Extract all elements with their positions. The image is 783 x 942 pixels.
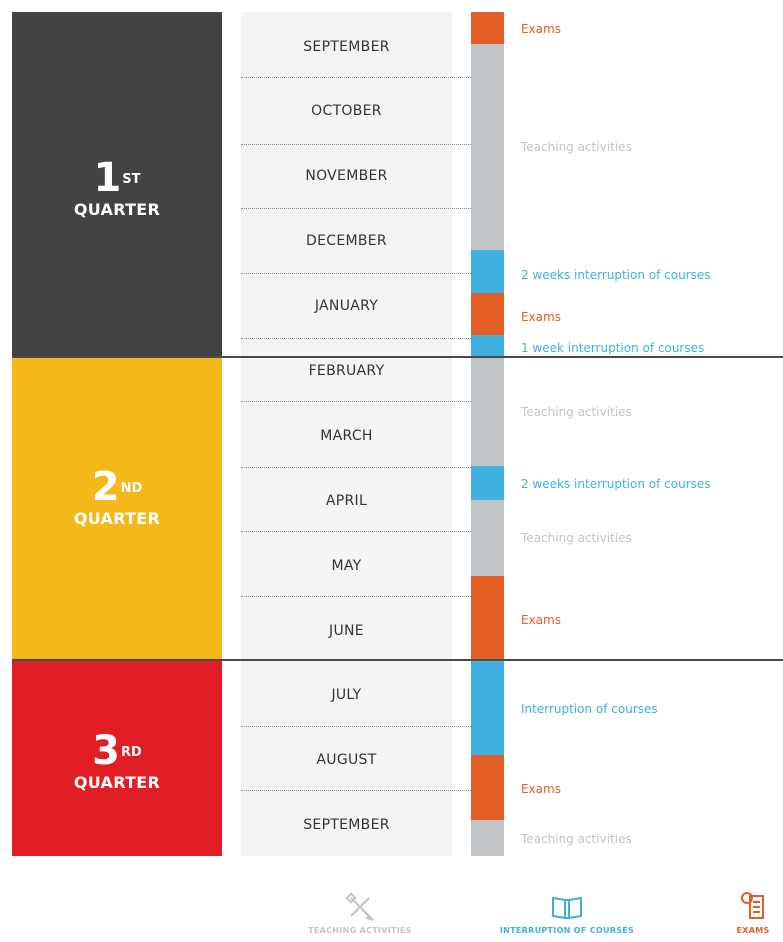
month-divider [241,790,471,791]
interruption-bar [471,335,504,356]
month-label: JANUARY [314,298,379,314]
period-label: 1 week interruption of courses [521,341,705,355]
interruption-bar [471,250,504,293]
quarter-3-block [12,661,222,856]
period-label: Exams [521,310,561,324]
teaching-bar [471,500,504,576]
month-divider [241,144,471,145]
quarter-1-block [12,12,222,356]
month-divider [241,467,471,468]
pencil-ruler-icon [345,892,375,922]
exam-bar [471,755,504,820]
month-label: SEPTEMBER [303,39,390,55]
period-label: Exams [521,613,561,627]
month-label: NOVEMBER [305,168,388,184]
month-divider [241,401,471,402]
month-divider [241,273,471,274]
interruption-bar [471,661,504,755]
quarter-separator [12,659,783,661]
month-label: JULY [331,687,362,703]
period-label: Teaching activities [521,140,632,154]
month-divider [241,338,471,339]
month-label: APRIL [325,493,368,509]
month-divider [241,77,471,78]
book-icon [550,892,584,922]
quarter-3-label: 3RD QUARTER [73,728,161,792]
period-label: 2 weeks interruption of courses [521,268,711,282]
month-label: MAY [331,558,362,574]
month-label: OCTOBER [311,103,382,119]
quarter-2-block [12,357,222,660]
period-label: Exams [521,22,561,36]
quarter-1-label: 1ST QUARTER [73,155,161,219]
month-divider [241,726,471,727]
month-label: SEPTEMBER [303,817,390,833]
month-divider [241,208,471,209]
teaching-bar [471,44,504,250]
month-divider [241,596,471,597]
teaching-bar [471,820,504,856]
exam-bar [471,12,504,44]
month-label: MARCH [320,428,373,444]
month-label: FEBRUARY [308,363,385,379]
period-label: Teaching activities [521,531,632,545]
period-label: Teaching activities [521,405,632,419]
teaching-bar [471,357,504,466]
quarter-2-label: 2ND QUARTER [73,464,161,528]
month-divider [241,531,471,532]
legend-teaching: TEACHING ACTIVITIES [290,892,430,935]
period-label: 2 weeks interruption of courses [521,477,711,491]
legend-exams: EXAMS [728,890,778,935]
exam-sheet-icon [739,890,767,922]
month-label: JUNE [329,623,364,639]
period-label: Teaching activities [521,832,632,846]
month-label: DECEMBER [306,233,387,249]
quarter-separator [12,356,783,358]
exam-bar [471,293,504,335]
legend-interruption: INTERRUPTION OF COURSES [487,892,647,935]
month-label: AUGUST [316,752,377,768]
interruption-bar [471,466,504,500]
period-label: Exams [521,782,561,796]
exam-bar [471,576,504,660]
period-label: Interruption of courses [521,702,658,716]
